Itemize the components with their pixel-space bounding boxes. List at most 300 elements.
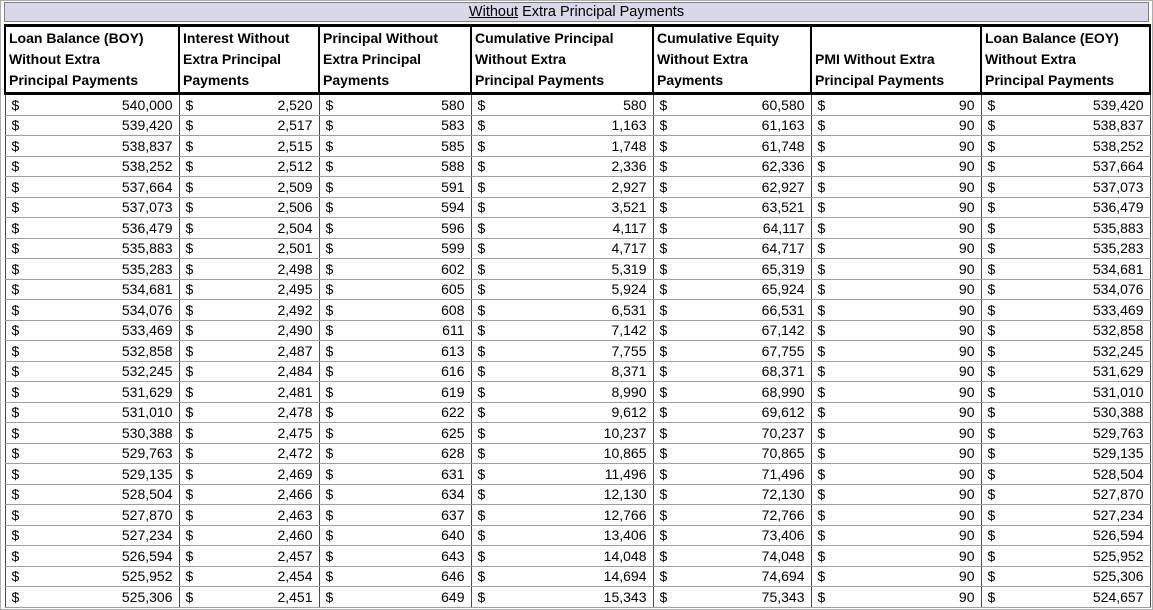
table-cell[interactable] xyxy=(471,566,653,587)
table-cell[interactable] xyxy=(811,464,981,485)
table-cell[interactable] xyxy=(179,218,319,239)
table-cell[interactable] xyxy=(319,382,471,403)
table-cell[interactable] xyxy=(319,587,471,608)
table-cell[interactable] xyxy=(179,197,319,218)
table-cell[interactable] xyxy=(5,279,179,300)
cell-value: 90 xyxy=(958,506,975,523)
currency-symbol: $ xyxy=(659,465,668,482)
column-header-cell[interactable] xyxy=(319,26,471,94)
cell-content xyxy=(320,384,471,400)
table-cell[interactable] xyxy=(179,566,319,587)
currency-symbol: $ xyxy=(185,527,194,544)
cell-content xyxy=(180,445,319,461)
currency-symbol: $ xyxy=(817,486,826,503)
currency-symbol: $ xyxy=(659,342,668,359)
table-cell[interactable] xyxy=(811,341,981,362)
cell-value: 64,717 xyxy=(761,240,805,257)
cell-content xyxy=(320,466,471,482)
currency-symbol: $ xyxy=(817,199,826,216)
table-cell[interactable] xyxy=(811,300,981,321)
table-cell[interactable] xyxy=(811,423,981,444)
cell-content xyxy=(320,302,471,318)
table-cell[interactable] xyxy=(811,197,981,218)
table-cell[interactable] xyxy=(981,259,1150,280)
table-cell[interactable] xyxy=(471,402,653,423)
cell-value: 1,748 xyxy=(611,137,647,154)
cell-content xyxy=(812,589,981,605)
table-row xyxy=(5,341,1150,362)
table-cell[interactable] xyxy=(179,382,319,403)
table-cell[interactable] xyxy=(653,464,811,485)
cell-content xyxy=(320,117,471,133)
table-cell[interactable] xyxy=(319,525,471,546)
table-row xyxy=(5,382,1150,403)
cell-content xyxy=(320,507,471,523)
cell-value: 524,657 xyxy=(1092,588,1144,605)
table-cell[interactable] xyxy=(471,464,653,485)
table-cell[interactable] xyxy=(319,443,471,464)
table-cell[interactable] xyxy=(811,177,981,198)
table-cell[interactable] xyxy=(981,423,1150,444)
table-cell[interactable] xyxy=(471,300,653,321)
table-cell[interactable] xyxy=(319,464,471,485)
currency-symbol: $ xyxy=(987,486,996,503)
cell-value: 531,629 xyxy=(1092,363,1144,380)
table-cell[interactable] xyxy=(5,525,179,546)
table-cell[interactable] xyxy=(811,218,981,239)
table-cell[interactable] xyxy=(5,238,179,259)
table-cell[interactable] xyxy=(179,505,319,526)
column-header-cell[interactable] xyxy=(5,26,179,94)
currency-symbol: $ xyxy=(325,301,334,318)
table-cell[interactable] xyxy=(179,464,319,485)
table-cell[interactable] xyxy=(981,115,1150,136)
currency-symbol: $ xyxy=(659,281,668,298)
cell-content xyxy=(812,322,981,338)
table-cell[interactable] xyxy=(653,115,811,136)
table-cell[interactable] xyxy=(5,505,179,526)
table-cell[interactable] xyxy=(179,341,319,362)
table-cell[interactable] xyxy=(179,259,319,280)
currency-symbol: $ xyxy=(987,404,996,421)
currency-symbol: $ xyxy=(11,96,20,113)
cell-content xyxy=(812,158,981,174)
cell-value: 537,664 xyxy=(121,178,173,195)
table-cell[interactable] xyxy=(319,423,471,444)
cell-value: 2,484 xyxy=(277,363,313,380)
cell-content xyxy=(6,220,179,236)
cell-value: 72,130 xyxy=(761,486,805,503)
cell-content xyxy=(6,179,179,195)
cell-content xyxy=(982,220,1150,236)
table-cell[interactable] xyxy=(179,484,319,505)
table-cell[interactable] xyxy=(5,177,179,198)
table-cell[interactable] xyxy=(811,238,981,259)
table-cell[interactable] xyxy=(5,156,179,177)
table-cell[interactable] xyxy=(653,300,811,321)
cell-content xyxy=(654,527,811,543)
table-cell[interactable] xyxy=(653,546,811,567)
table-cell[interactable] xyxy=(5,566,179,587)
table-cell[interactable] xyxy=(5,546,179,567)
table-cell[interactable] xyxy=(471,115,653,136)
table-cell[interactable] xyxy=(653,566,811,587)
table-cell[interactable] xyxy=(471,320,653,341)
currency-symbol: $ xyxy=(477,158,486,175)
table-cell[interactable] xyxy=(981,197,1150,218)
table-cell[interactable] xyxy=(653,259,811,280)
table-cell[interactable] xyxy=(471,259,653,280)
table-cell[interactable] xyxy=(5,197,179,218)
cell-value: 61,748 xyxy=(761,137,805,154)
cell-content xyxy=(180,179,319,195)
table-cell[interactable] xyxy=(179,115,319,136)
currency-symbol: $ xyxy=(659,527,668,544)
table-cell[interactable] xyxy=(471,587,653,608)
cell-content xyxy=(180,589,319,605)
table-cell[interactable] xyxy=(981,566,1150,587)
cell-content xyxy=(654,97,811,113)
table-cell[interactable] xyxy=(811,546,981,567)
table-cell[interactable] xyxy=(5,587,179,608)
table-cell[interactable] xyxy=(319,361,471,382)
currency-symbol: $ xyxy=(11,445,20,462)
header-line: PMI Without Extra xyxy=(815,51,935,67)
table-cell[interactable] xyxy=(471,136,653,157)
table-cell[interactable] xyxy=(179,279,319,300)
cell-value: 68,371 xyxy=(761,363,805,380)
cell-content xyxy=(320,589,471,605)
table-cell[interactable] xyxy=(653,320,811,341)
currency-symbol: $ xyxy=(659,383,668,400)
cell-content xyxy=(180,302,319,318)
table-cell[interactable] xyxy=(981,505,1150,526)
table-cell[interactable] xyxy=(179,94,319,116)
cell-value: 90 xyxy=(958,527,975,544)
cell-value: 539,420 xyxy=(121,117,173,134)
cell-content xyxy=(180,158,319,174)
column-header-cell[interactable] xyxy=(179,26,319,94)
table-cell[interactable] xyxy=(981,238,1150,259)
table-cell[interactable] xyxy=(811,94,981,116)
table-cell[interactable] xyxy=(653,136,811,157)
currency-symbol: $ xyxy=(477,260,486,277)
currency-symbol: $ xyxy=(817,301,826,318)
currency-symbol: $ xyxy=(325,137,334,154)
table-cell[interactable] xyxy=(319,546,471,567)
table-cell[interactable] xyxy=(319,218,471,239)
table-cell[interactable] xyxy=(981,361,1150,382)
table-cell[interactable] xyxy=(179,525,319,546)
table-cell[interactable] xyxy=(811,136,981,157)
table-cell[interactable] xyxy=(653,197,811,218)
header-line: Principal Payments xyxy=(9,72,139,88)
table-row xyxy=(5,94,1150,116)
column-header-cell[interactable] xyxy=(471,26,653,94)
table-row xyxy=(5,218,1150,239)
cell-content xyxy=(6,445,179,461)
cell-value: 532,245 xyxy=(121,363,173,380)
table-cell[interactable] xyxy=(319,279,471,300)
table-cell[interactable] xyxy=(653,94,811,116)
currency-symbol: $ xyxy=(817,322,826,339)
cell-content xyxy=(654,404,811,420)
table-cell[interactable] xyxy=(179,423,319,444)
table-cell[interactable] xyxy=(653,382,811,403)
cell-content xyxy=(812,363,981,379)
currency-symbol: $ xyxy=(11,240,20,257)
table-cell[interactable] xyxy=(653,279,811,300)
currency-symbol: $ xyxy=(987,383,996,400)
table-cell[interactable] xyxy=(811,484,981,505)
cell-content xyxy=(812,466,981,482)
currency-symbol: $ xyxy=(11,424,20,441)
cell-content xyxy=(982,568,1150,584)
table-cell[interactable] xyxy=(653,423,811,444)
table-cell[interactable] xyxy=(319,177,471,198)
table-cell[interactable] xyxy=(5,218,179,239)
cell-value: 2,515 xyxy=(277,137,313,154)
table-cell[interactable] xyxy=(471,361,653,382)
currency-symbol: $ xyxy=(185,260,194,277)
table-cell[interactable] xyxy=(5,136,179,157)
table-cell[interactable] xyxy=(5,300,179,321)
table-cell[interactable] xyxy=(811,382,981,403)
cell-value: 90 xyxy=(958,486,975,503)
currency-symbol: $ xyxy=(659,568,668,585)
table-cell[interactable] xyxy=(653,402,811,423)
currency-symbol: $ xyxy=(817,568,826,585)
table-cell[interactable] xyxy=(471,279,653,300)
currency-symbol: $ xyxy=(325,199,334,216)
header-line: Interest Without xyxy=(183,30,290,46)
cell-content xyxy=(6,302,179,318)
cell-value: 90 xyxy=(958,178,975,195)
table-cell[interactable] xyxy=(981,587,1150,608)
table-cell[interactable] xyxy=(5,464,179,485)
cell-value: 531,010 xyxy=(1092,383,1144,400)
column-header-cell[interactable] xyxy=(653,26,811,94)
table-cell[interactable] xyxy=(811,505,981,526)
cell-value: 90 xyxy=(958,568,975,585)
table-cell[interactable] xyxy=(5,115,179,136)
table-cell[interactable] xyxy=(179,546,319,567)
currency-symbol: $ xyxy=(11,342,20,359)
table-cell[interactable] xyxy=(319,320,471,341)
column-header-cell[interactable] xyxy=(981,26,1150,94)
table-cell[interactable] xyxy=(471,156,653,177)
table-cell[interactable] xyxy=(5,259,179,280)
cell-value: 535,283 xyxy=(1092,240,1144,257)
table-cell[interactable] xyxy=(981,94,1150,116)
table-cell[interactable] xyxy=(319,566,471,587)
table-cell[interactable] xyxy=(5,320,179,341)
table-cell[interactable] xyxy=(811,566,981,587)
table-cell[interactable] xyxy=(5,423,179,444)
table-cell[interactable] xyxy=(319,402,471,423)
table-cell[interactable] xyxy=(471,94,653,116)
cell-value: 637 xyxy=(441,506,465,523)
table-cell[interactable] xyxy=(471,505,653,526)
table-cell[interactable] xyxy=(319,136,471,157)
table-cell[interactable] xyxy=(471,341,653,362)
table-cell[interactable] xyxy=(981,525,1150,546)
currency-symbol: $ xyxy=(325,322,334,339)
cell-value: 10,865 xyxy=(603,445,647,462)
table-cell[interactable] xyxy=(179,156,319,177)
table-cell[interactable] xyxy=(981,484,1150,505)
cell-content xyxy=(6,363,179,379)
cell-value: 525,306 xyxy=(1092,568,1144,585)
table-cell[interactable] xyxy=(179,587,319,608)
table-cell[interactable] xyxy=(471,382,653,403)
currency-symbol: $ xyxy=(325,260,334,277)
table-cell[interactable] xyxy=(5,402,179,423)
cell-content xyxy=(472,199,653,215)
table-cell[interactable] xyxy=(319,156,471,177)
cell-content xyxy=(320,220,471,236)
currency-symbol: $ xyxy=(659,588,668,605)
table-cell[interactable] xyxy=(981,218,1150,239)
table-cell[interactable] xyxy=(811,443,981,464)
table-cell[interactable] xyxy=(981,464,1150,485)
cell-value: 525,306 xyxy=(121,588,173,605)
table-cell[interactable] xyxy=(811,156,981,177)
table-cell[interactable] xyxy=(471,238,653,259)
table-cell[interactable] xyxy=(653,156,811,177)
table-title-cell[interactable] xyxy=(4,2,1149,22)
cell-content xyxy=(472,507,653,523)
currency-symbol: $ xyxy=(477,486,486,503)
table-cell[interactable] xyxy=(319,94,471,116)
header-line: Cumulative Principal xyxy=(475,30,614,46)
table-cell[interactable] xyxy=(471,525,653,546)
table-cell[interactable] xyxy=(981,546,1150,567)
header-line: Principal Payments xyxy=(815,72,945,88)
table-cell[interactable] xyxy=(179,361,319,382)
cell-content xyxy=(180,384,319,400)
table-cell[interactable] xyxy=(653,525,811,546)
table-cell[interactable] xyxy=(981,177,1150,198)
currency-symbol: $ xyxy=(659,424,668,441)
table-cell[interactable] xyxy=(811,587,981,608)
table-cell[interactable] xyxy=(981,341,1150,362)
table-cell[interactable] xyxy=(319,115,471,136)
currency-symbol: $ xyxy=(477,424,486,441)
table-cell[interactable] xyxy=(179,443,319,464)
table-cell[interactable] xyxy=(653,443,811,464)
table-cell[interactable] xyxy=(319,300,471,321)
table-cell[interactable] xyxy=(653,484,811,505)
cell-value: 90 xyxy=(958,260,975,277)
table-cell[interactable] xyxy=(471,197,653,218)
table-cell[interactable] xyxy=(811,320,981,341)
cell-content xyxy=(320,343,471,359)
table-cell[interactable] xyxy=(5,341,179,362)
table-cell[interactable] xyxy=(179,320,319,341)
cell-value: 90 xyxy=(958,219,975,236)
table-cell[interactable] xyxy=(653,218,811,239)
table-cell[interactable] xyxy=(981,382,1150,403)
table-cell[interactable] xyxy=(179,136,319,157)
table-cell[interactable] xyxy=(653,361,811,382)
table-cell[interactable] xyxy=(811,279,981,300)
currency-symbol: $ xyxy=(185,240,194,257)
table-cell[interactable] xyxy=(653,341,811,362)
table-cell[interactable] xyxy=(5,361,179,382)
cell-value: 90 xyxy=(958,445,975,462)
table-cell[interactable] xyxy=(319,484,471,505)
cell-value: 537,073 xyxy=(1092,178,1144,195)
table-cell[interactable] xyxy=(319,505,471,526)
table-cell[interactable] xyxy=(981,300,1150,321)
table-cell[interactable] xyxy=(981,402,1150,423)
column-header-cell[interactable] xyxy=(811,26,981,94)
table-cell[interactable] xyxy=(471,423,653,444)
currency-symbol: $ xyxy=(477,96,486,113)
table-cell[interactable] xyxy=(811,361,981,382)
table-cell[interactable] xyxy=(811,525,981,546)
cell-value: 90 xyxy=(958,281,975,298)
table-cell[interactable] xyxy=(653,238,811,259)
table-cell[interactable] xyxy=(981,279,1150,300)
table-row xyxy=(5,136,1150,157)
table-cell[interactable] xyxy=(5,484,179,505)
table-cell[interactable] xyxy=(5,382,179,403)
table-cell[interactable] xyxy=(981,156,1150,177)
table-cell[interactable] xyxy=(811,259,981,280)
table-cell[interactable] xyxy=(319,341,471,362)
table-cell[interactable] xyxy=(179,402,319,423)
table-cell[interactable] xyxy=(5,94,179,116)
table-cell[interactable] xyxy=(179,300,319,321)
table-row xyxy=(5,300,1150,321)
table-cell[interactable] xyxy=(471,484,653,505)
table-cell[interactable] xyxy=(471,443,653,464)
table-cell[interactable] xyxy=(811,402,981,423)
table-cell[interactable] xyxy=(653,505,811,526)
currency-symbol: $ xyxy=(659,547,668,564)
table-cell[interactable] xyxy=(653,587,811,608)
table-cell[interactable] xyxy=(319,259,471,280)
table-cell[interactable] xyxy=(319,197,471,218)
cell-value: 5,924 xyxy=(611,281,647,298)
cell-content xyxy=(654,343,811,359)
table-cell[interactable] xyxy=(179,177,319,198)
table-cell[interactable] xyxy=(179,238,319,259)
table-cell[interactable] xyxy=(5,443,179,464)
currency-symbol: $ xyxy=(477,137,486,154)
currency-symbol: $ xyxy=(11,465,20,482)
table-cell[interactable] xyxy=(471,546,653,567)
cell-content xyxy=(6,425,179,441)
table-cell[interactable] xyxy=(471,218,653,239)
cell-value: 69,612 xyxy=(761,404,805,421)
table-cell[interactable] xyxy=(981,320,1150,341)
table-cell[interactable] xyxy=(653,177,811,198)
table-cell[interactable] xyxy=(981,443,1150,464)
cell-content xyxy=(472,384,653,400)
cell-value: 646 xyxy=(441,568,465,585)
table-cell[interactable] xyxy=(981,136,1150,157)
header-line: Cumulative Equity xyxy=(657,30,780,46)
currency-symbol: $ xyxy=(987,568,996,585)
cell-value: 2,492 xyxy=(277,301,313,318)
table-cell[interactable] xyxy=(811,115,981,136)
table-cell[interactable] xyxy=(319,238,471,259)
table-cell[interactable] xyxy=(471,177,653,198)
currency-symbol: $ xyxy=(987,301,996,318)
